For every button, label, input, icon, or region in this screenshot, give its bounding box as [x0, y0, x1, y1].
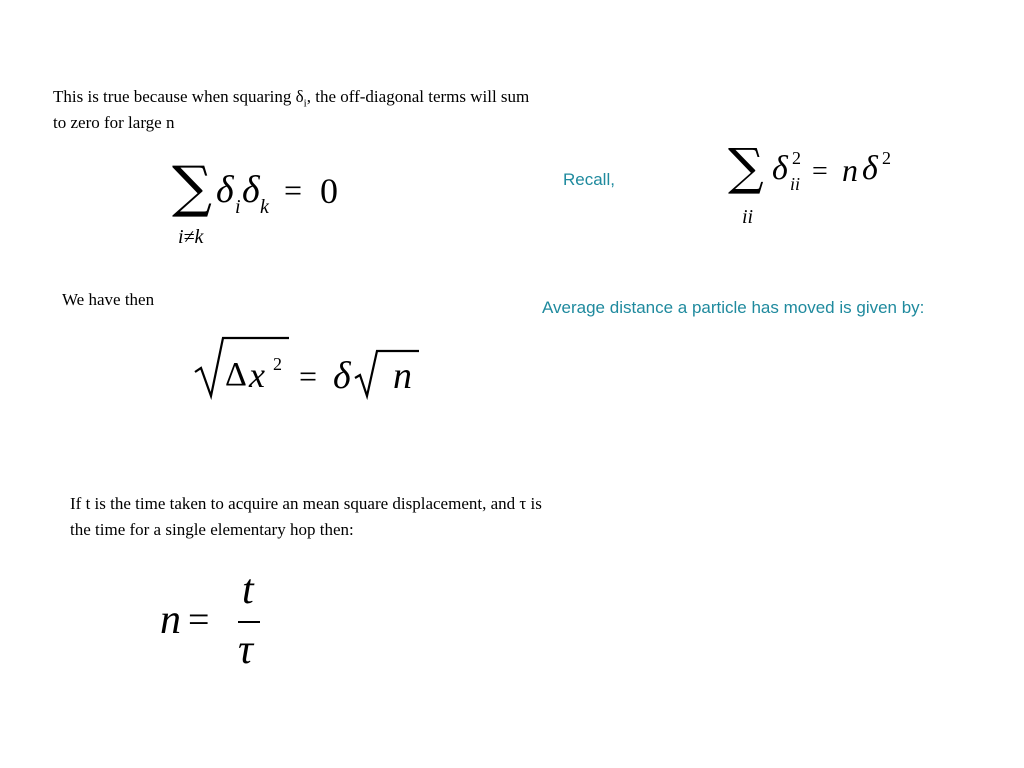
rms-distance-equation	[193, 334, 433, 404]
equals-sign: =	[188, 599, 210, 641]
denominator-tau: τ	[238, 627, 254, 673]
numerator-t: t	[242, 567, 254, 613]
intro-line-1	[53, 84, 630, 110]
x-variable: x	[249, 355, 265, 395]
x-exponent: 2	[273, 354, 282, 374]
hop-time-paragraph	[70, 491, 630, 543]
we-have-then-text: We have then	[62, 290, 155, 309]
n-variable: n	[393, 355, 412, 397]
subscript-ii: ii	[790, 174, 801, 194]
delta-k	[242, 168, 260, 212]
capital-delta: Δ	[225, 356, 247, 393]
intro-line-1-text	[53, 84, 529, 110]
zero-value: 0	[320, 171, 338, 211]
subscript-i: i	[235, 196, 241, 218]
hop-count-equation	[158, 566, 278, 676]
diagonal-sum-equation	[728, 140, 908, 235]
delta-rhs-exponent: 2	[882, 148, 891, 168]
summation-index: i≠k	[178, 226, 204, 248]
intro-paragraph	[53, 84, 630, 136]
recall-label: Recall,	[563, 170, 615, 189]
fraction-bar	[238, 621, 260, 623]
delta-ii: δ	[772, 150, 788, 187]
n-variable: n	[160, 597, 181, 643]
delta-ii-exponent: 2	[792, 148, 801, 168]
summation-symbol: ∑	[172, 155, 212, 220]
subscript-k: k	[260, 196, 269, 218]
equals-sign: =	[299, 358, 318, 394]
average-distance-text: Average distance a particle has moved is given by:	[542, 298, 925, 317]
summation-symbol: ∑	[728, 138, 764, 196]
intro-line-2: to zero for large n	[53, 113, 175, 132]
delta-variable: δ	[333, 355, 351, 397]
radical-sign-2	[353, 348, 423, 400]
equals-sign: =	[284, 172, 303, 208]
delta-symbol-2: δ	[242, 169, 260, 211]
delta-rhs: δ	[862, 150, 878, 187]
hop-line-1: If t is the time taken to acquire an mean square displacement, and τ is	[70, 494, 542, 513]
intro-line-1-end: , the off-diagonal terms will sum	[306, 87, 530, 106]
equals-sign: =	[812, 156, 828, 187]
delta-subscript: i	[303, 97, 307, 110]
delta-symbol-1: δ	[216, 169, 234, 211]
summation-index: ii	[742, 206, 754, 228]
cross-term-sum-equation	[172, 155, 352, 258]
n-variable: n	[842, 152, 858, 188]
delta-i	[216, 168, 234, 212]
intro-line-1-start: This is true because when squaring δ	[53, 87, 304, 106]
hop-line-2: the time for a single elementary hop then:	[70, 520, 354, 539]
